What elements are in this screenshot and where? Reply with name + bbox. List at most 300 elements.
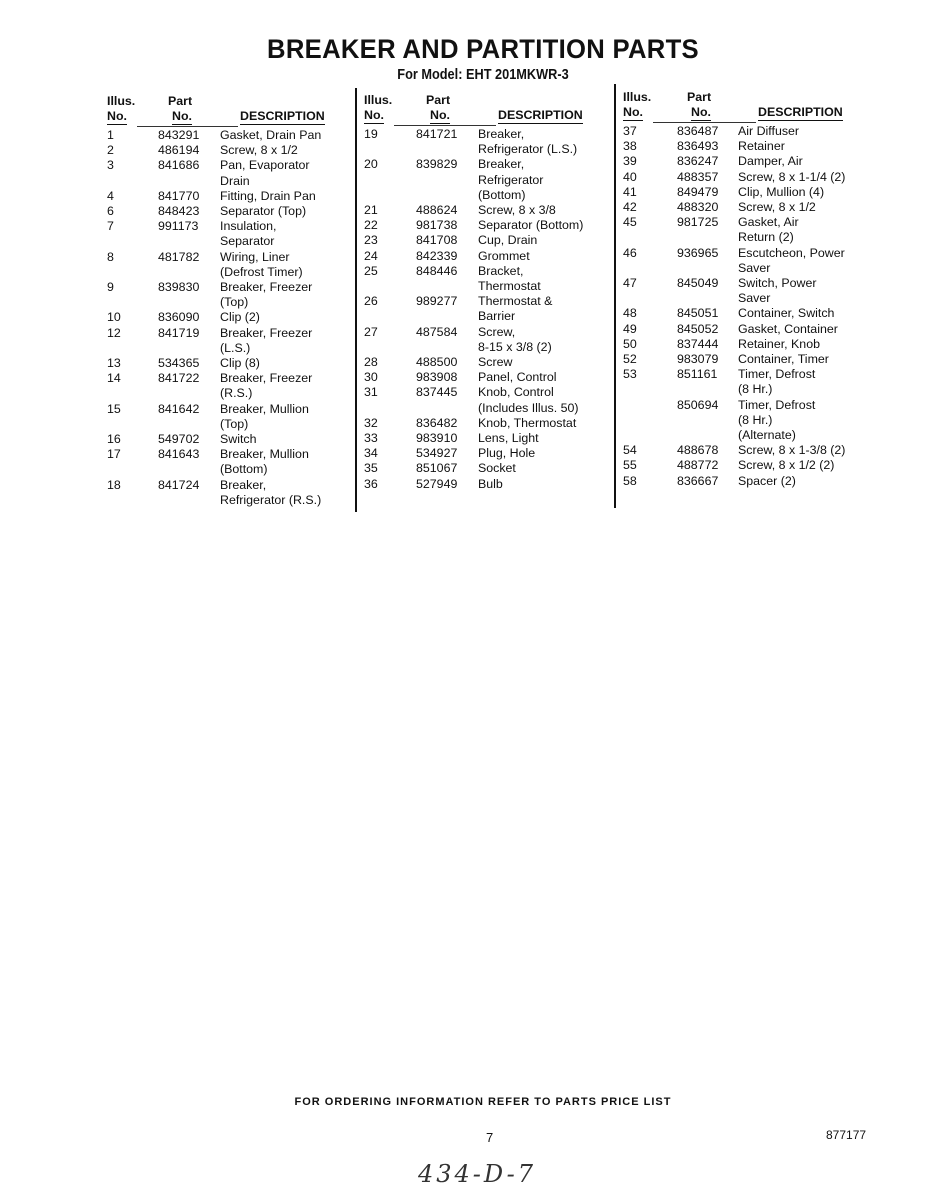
description-line: Panel, Control (478, 370, 557, 385)
description-line: (8 Hr.) (738, 382, 773, 397)
illus-number: 45 (623, 215, 637, 230)
description-line: Timer, Defrost (738, 367, 816, 382)
description-line: Breaker, Freezer (220, 371, 313, 386)
description-line: Saver (738, 291, 771, 306)
part-row (623, 276, 868, 306)
description-line: Screw, 8 x 1-3/8 (2) (738, 443, 846, 458)
part-number: 488357 (677, 169, 719, 184)
description-line: Breaker, (478, 157, 525, 172)
part-description (220, 143, 352, 158)
part-row (107, 204, 352, 219)
part-description (738, 398, 868, 444)
part-row (364, 431, 609, 446)
description-line: (R.S.) (220, 386, 253, 401)
illus-number: 22 (364, 218, 378, 233)
parts-column-1 (107, 94, 352, 508)
part-number: 841643 (158, 447, 200, 462)
part-row (364, 385, 609, 415)
part-header-1: Part (426, 93, 451, 107)
part-row (364, 325, 609, 355)
part-row (364, 461, 609, 476)
part-row (623, 474, 868, 489)
illus-number: 25 (364, 263, 378, 278)
part-description (220, 478, 352, 508)
illus-number: 19 (364, 127, 378, 141)
description-line: Breaker, Mullion (220, 447, 309, 462)
part-description (478, 431, 609, 446)
part-description (220, 219, 352, 249)
part-description (738, 367, 868, 397)
illus-number: 9 (107, 280, 114, 295)
part-number: 851067 (416, 461, 458, 476)
description-line: Retainer (738, 139, 785, 154)
part-row (107, 447, 352, 477)
part-row (364, 264, 609, 294)
part-row (364, 355, 609, 370)
description-line: (Top) (220, 416, 249, 431)
description-header: DESCRIPTION (758, 105, 843, 121)
description-line: Breaker, Freezer (220, 280, 313, 295)
description-line: Breaker, Freezer (220, 325, 313, 340)
description-line: Grommet (478, 248, 530, 263)
part-row (364, 370, 609, 385)
part-header-2: No. (172, 109, 192, 125)
part-row (623, 352, 868, 367)
illus-number: 39 (623, 154, 637, 169)
part-row (107, 478, 352, 508)
part-description (478, 355, 609, 370)
column-divider (614, 84, 616, 508)
illus-number: 52 (623, 352, 637, 367)
part-row (623, 246, 868, 276)
part-number: 981725 (677, 215, 719, 230)
part-number: 836482 (416, 415, 458, 430)
illus-header-1: Illus. (364, 93, 393, 107)
description-line: Breaker, (220, 477, 267, 492)
illus-number: 16 (107, 432, 121, 447)
part-number: 936965 (677, 245, 719, 260)
part-number: 836487 (677, 124, 719, 138)
column-header (364, 93, 609, 127)
illus-number: 7 (107, 219, 114, 234)
part-number: 488500 (416, 355, 458, 370)
illus-header-2: No. (364, 108, 384, 124)
illus-number: 12 (107, 325, 121, 340)
illus-number: 1 (107, 128, 114, 142)
part-description (738, 443, 868, 458)
part-description (738, 139, 868, 154)
illus-number: 38 (623, 139, 637, 154)
description-line: Switch (220, 432, 257, 447)
part-row (623, 200, 868, 215)
part-number: 841686 (158, 158, 200, 173)
description-line: Separator (220, 234, 275, 249)
ordering-note: FOR ORDERING INFORMATION REFER TO PARTS PRICE LIST (294, 1096, 672, 1108)
description-line: Escutcheon, Power (738, 245, 845, 260)
part-number: 841721 (416, 127, 458, 141)
part-row (107, 326, 352, 356)
part-number: 841708 (416, 233, 458, 248)
part-number: 527949 (416, 476, 458, 491)
illus-header-1: Illus. (107, 94, 136, 108)
part-number: 488320 (677, 200, 719, 215)
description-line: Clip (8) (220, 356, 260, 371)
illus-number: 37 (623, 124, 637, 138)
description-line: Lens, Light (478, 431, 539, 446)
part-number: 845049 (677, 276, 719, 291)
description-line: Spacer (2) (738, 473, 796, 488)
part-description (478, 264, 609, 294)
handwritten-note: 434-D-7 (418, 1160, 536, 1188)
part-description (220, 250, 352, 280)
description-line: Screw, (478, 324, 516, 339)
illus-number: 24 (364, 248, 378, 263)
description-line: (L.S.) (220, 340, 251, 355)
part-description (478, 157, 609, 203)
description-line: Container, Timer (738, 352, 829, 367)
part-description (478, 416, 609, 431)
description-line: Damper, Air (738, 154, 803, 169)
description-line: (Bottom) (220, 462, 268, 477)
part-row (623, 170, 868, 185)
part-row (623, 139, 868, 154)
part-description (220, 447, 352, 477)
part-description (738, 352, 868, 367)
description-line: (Bottom) (478, 187, 526, 202)
illus-number: 20 (364, 157, 378, 172)
part-description (478, 385, 609, 415)
part-description (220, 326, 352, 356)
part-number: 983908 (416, 370, 458, 385)
description-line: Knob, Control (478, 385, 554, 400)
part-row (623, 443, 868, 458)
part-description (478, 294, 609, 324)
part-row (107, 432, 352, 447)
part-number: 842339 (416, 248, 458, 263)
illus-number: 40 (623, 169, 637, 184)
description-line: Refrigerator (478, 172, 544, 187)
part-header-2: No. (430, 108, 450, 124)
illus-number: 15 (107, 401, 121, 416)
description-line: Refrigerator (R.S.) (220, 492, 322, 507)
part-description (738, 215, 868, 245)
part-number: 488678 (677, 443, 719, 458)
description-line: Drain (220, 173, 250, 188)
description-line: (Defrost Timer) (220, 264, 303, 279)
part-description (220, 280, 352, 310)
part-description (738, 474, 868, 489)
illus-number: 17 (107, 447, 121, 462)
part-description (478, 127, 609, 157)
part-row (107, 128, 352, 143)
part-number: 836493 (677, 139, 719, 154)
part-row (107, 143, 352, 158)
description-line: Screw, 8 x 1/2 (738, 200, 816, 215)
part-row (623, 367, 868, 397)
part-number: 487584 (416, 324, 458, 339)
part-number: 841770 (158, 188, 200, 203)
illus-number: 28 (364, 355, 378, 370)
part-description (220, 371, 352, 401)
part-row (107, 158, 352, 188)
illus-number: 48 (623, 306, 637, 321)
part-number: 836090 (158, 310, 200, 325)
illus-number: 6 (107, 204, 114, 219)
part-row (623, 398, 868, 444)
part-row (364, 249, 609, 264)
part-row (107, 189, 352, 204)
illus-number: 31 (364, 385, 378, 400)
illus-number: 36 (364, 476, 378, 491)
part-description (738, 322, 868, 337)
description-line: Screw, 8 x 1/2 (220, 143, 298, 158)
part-row (623, 215, 868, 245)
part-description (478, 233, 609, 248)
part-number: 534365 (158, 356, 200, 371)
part-description (738, 124, 868, 139)
description-line: Separator (Bottom) (478, 218, 584, 233)
description-line: Pan, Evaporator (220, 158, 310, 173)
description-line: Cup, Drain (478, 233, 538, 248)
illus-number: 47 (623, 276, 637, 291)
part-row (623, 322, 868, 337)
description-line: Container, Switch (738, 306, 835, 321)
illus-number: 14 (107, 371, 121, 386)
description-header: DESCRIPTION (240, 109, 325, 125)
part-row (107, 219, 352, 249)
description-line: Knob, Thermostat (478, 415, 577, 430)
description-line: Screw, 8 x 1-1/4 (2) (738, 169, 846, 184)
part-description (220, 310, 352, 325)
illus-number: 4 (107, 188, 114, 203)
description-line: Thermostat & (478, 294, 553, 309)
illus-number: 41 (623, 184, 637, 199)
part-description (738, 154, 868, 169)
illus-number: 21 (364, 203, 378, 218)
part-row (107, 280, 352, 310)
illus-number: 23 (364, 233, 378, 248)
illus-header-2: No. (623, 105, 643, 121)
part-row (107, 310, 352, 325)
description-line: Wiring, Liner (220, 249, 290, 264)
part-row (364, 477, 609, 492)
part-row (623, 337, 868, 352)
description-line: Air Diffuser (738, 124, 800, 138)
part-row (623, 154, 868, 169)
part-number: 841724 (158, 477, 200, 492)
description-line: Timer, Defrost (738, 397, 816, 412)
part-row (364, 446, 609, 461)
part-number: 837445 (416, 385, 458, 400)
description-line: Gasket, Air (738, 215, 799, 230)
illus-number: 27 (364, 324, 378, 339)
part-row (364, 203, 609, 218)
page-title: BREAKER AND PARTITION PARTS (267, 34, 699, 64)
part-description (220, 128, 352, 143)
part-description (478, 249, 609, 264)
part-row (107, 402, 352, 432)
part-description (478, 370, 609, 385)
parts-column-3 (623, 90, 868, 489)
part-number: 841722 (158, 371, 200, 386)
part-description (738, 200, 868, 215)
column-header (623, 90, 868, 124)
illus-number: 34 (364, 446, 378, 461)
part-description (738, 185, 868, 200)
page-number: 7 (486, 1130, 494, 1145)
description-line: Screw (478, 355, 513, 370)
illus-number: 26 (364, 294, 378, 309)
description-line: Plug, Hole (478, 446, 536, 461)
illus-number: 35 (364, 461, 378, 476)
part-number: 839829 (416, 157, 458, 172)
part-number: 841642 (158, 401, 200, 416)
part-number: 488772 (677, 458, 719, 473)
part-number: 983079 (677, 352, 719, 367)
part-row (364, 416, 609, 431)
part-description (738, 337, 868, 352)
part-description (738, 246, 868, 276)
illus-number: 3 (107, 158, 114, 173)
part-number: 488624 (416, 203, 458, 218)
illus-number: 13 (107, 356, 121, 371)
part-number: 845052 (677, 321, 719, 336)
description-line: (Alternate) (738, 428, 796, 443)
part-number: 849479 (677, 184, 719, 199)
illus-number: 8 (107, 249, 114, 264)
part-row (623, 185, 868, 200)
part-description (738, 306, 868, 321)
description-line: Screw, 8 x 1/2 (2) (738, 458, 835, 473)
part-number: 836667 (677, 473, 719, 488)
description-line: Clip, Mullion (4) (738, 184, 825, 199)
illus-header-1: Illus. (623, 90, 652, 104)
illus-number: 49 (623, 321, 637, 336)
description-line: (Top) (220, 295, 249, 310)
part-number: 549702 (158, 432, 200, 447)
part-row (364, 294, 609, 324)
illus-number: 10 (107, 310, 121, 325)
illus-number: 42 (623, 200, 637, 215)
part-row (107, 250, 352, 280)
part-row (623, 306, 868, 321)
part-description (738, 170, 868, 185)
part-description (220, 204, 352, 219)
part-number: 983910 (416, 431, 458, 446)
part-number: 843291 (158, 128, 200, 142)
part-number: 836247 (677, 154, 719, 169)
part-description (738, 276, 868, 306)
description-line: Thermostat (478, 279, 541, 294)
description-line: Clip (2) (220, 310, 260, 325)
part-number: 991173 (158, 219, 199, 234)
part-number: 989277 (416, 294, 458, 309)
description-line: 8-15 x 3/8 (2) (478, 339, 552, 354)
part-number: 845051 (677, 306, 719, 321)
part-number: 486194 (158, 143, 200, 158)
illus-number: 46 (623, 245, 637, 260)
illus-header-2: No. (107, 109, 127, 125)
description-line: Bracket, (478, 263, 524, 278)
part-row (107, 371, 352, 401)
illus-number: 30 (364, 370, 378, 385)
part-number: 481782 (158, 249, 200, 264)
model-subtitle: For Model: EHT 201MKWR-3 (397, 66, 569, 83)
description-line: Screw, 8 x 3/8 (478, 203, 556, 218)
illus-number: 2 (107, 143, 114, 158)
part-number: 851161 (677, 367, 718, 382)
description-line: Separator (Top) (220, 204, 307, 219)
description-line: Retainer, Knob (738, 336, 820, 351)
description-line: Fitting, Drain Pan (220, 188, 316, 203)
description-line: Breaker, (478, 127, 525, 141)
description-line: Insulation, (220, 219, 277, 234)
part-number: 850694 (677, 397, 719, 412)
part-number: 848446 (416, 263, 458, 278)
illus-number: 32 (364, 415, 378, 430)
part-number: 981738 (416, 218, 458, 233)
description-line: Socket (478, 461, 516, 476)
part-row (364, 157, 609, 203)
part-number: 848423 (158, 204, 200, 219)
illus-number: 18 (107, 477, 121, 492)
part-header-1: Part (687, 90, 712, 104)
illus-number: 50 (623, 336, 637, 351)
illus-number: 33 (364, 431, 378, 446)
column-header (107, 94, 352, 128)
part-number: 837444 (677, 336, 719, 351)
part-description (478, 446, 609, 461)
part-description (478, 218, 609, 233)
part-row (364, 218, 609, 233)
illus-number: 58 (623, 473, 637, 488)
part-description (478, 461, 609, 476)
part-description (220, 432, 352, 447)
parts-column-2 (364, 93, 609, 492)
description-line: (Includes Illus. 50) (478, 400, 579, 415)
part-description (220, 189, 352, 204)
part-number: 534927 (416, 446, 458, 461)
description-line: Return (2) (738, 230, 794, 245)
part-number: 841719 (158, 325, 200, 340)
part-header-1: Part (168, 94, 193, 108)
document-code: 877177 (826, 1128, 867, 1142)
part-row (364, 127, 609, 157)
description-line: Bulb (478, 476, 503, 491)
part-description (478, 325, 609, 355)
description-line: (8 Hr.) (738, 412, 773, 427)
illus-number: 55 (623, 458, 637, 473)
column-divider (355, 88, 357, 512)
description-line: Breaker, Mullion (220, 401, 309, 416)
description-line: Barrier (478, 309, 516, 324)
part-row (364, 233, 609, 248)
part-description (738, 458, 868, 473)
part-number: 839830 (158, 280, 200, 295)
part-description (220, 402, 352, 432)
part-row (107, 356, 352, 371)
part-row (623, 124, 868, 139)
part-description (478, 477, 609, 492)
part-description (478, 203, 609, 218)
description-line: Switch, Power (738, 276, 817, 291)
part-description (220, 158, 352, 188)
part-description (220, 356, 352, 371)
description-line: Gasket, Container (738, 321, 838, 336)
illus-number: 54 (623, 443, 637, 458)
description-line: Refrigerator (L.S.) (478, 142, 578, 157)
part-header-2: No. (691, 105, 711, 121)
